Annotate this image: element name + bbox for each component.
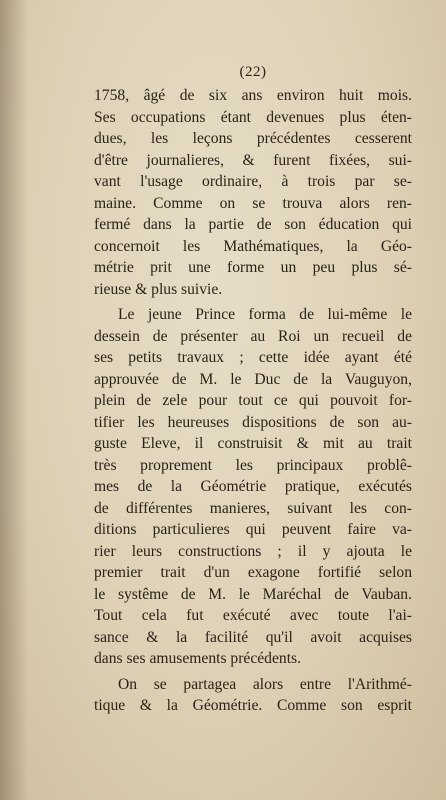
text-line: tifier les heureuses dispositions de son au- [94, 413, 412, 431]
text-line: ses petits travaux ; cette idée ayant été [94, 349, 412, 366]
text-line: mes de la Géométrie pratique, exécutés [94, 478, 412, 495]
paragraph-3 [94, 674, 412, 717]
text-line: approuvée de M. le Duc de la Vauguyon, [94, 370, 412, 388]
page-number: (22) [239, 64, 267, 80]
text-line: guste Eleve, il construisit & mit au trait [94, 435, 412, 452]
text-line: Ses occupations étant devenues plus éten- [94, 108, 412, 126]
text-line: rieuse & plus suivie. [94, 280, 223, 298]
text-line: dues, les leçons précédentes cesserent [94, 130, 412, 147]
text-line: très proprement les principaux problê- [94, 456, 412, 474]
text-line: vant l'usage ordinaire, à trois par se- [94, 173, 412, 190]
text-line: premier trait d'un exagone fortifié selon [94, 564, 412, 581]
text-line: maine. Comme on se trouva alors ren- [94, 194, 412, 212]
text-line: dessein de présenter au Roi un recueil de [94, 327, 412, 345]
text-line: dans ses amusements précédents. [94, 650, 301, 667]
text-line: métrie prit une forme un peu plus sé- [94, 259, 412, 276]
text-line: sance & la facilité qu'il avoit acquises [94, 628, 412, 646]
page-text [94, 62, 412, 717]
text-line: le systême de M. le Maréchal de Vauban. [94, 585, 412, 603]
text-line: plein de zele pour tout ce qui pouvoit for- [94, 392, 412, 409]
text-line: 1758, âgé de six ans environ huit mois. [94, 87, 412, 104]
text-line: d'être journalieres, & furent fixées, sui- [94, 151, 412, 169]
text-line: concernoit les Mathématiques, la Géo- [94, 237, 412, 255]
text-line: ditions particulieres qui peuvent faire va- [94, 521, 412, 538]
text-line: rier leurs constructions ; il y ajouta le [94, 542, 412, 560]
text-line: Tout cela fut exécuté avec toute l'ai- [94, 607, 412, 624]
paragraph-1 [94, 85, 412, 300]
text-line: On se partagea alors entre l'Arithmé- [118, 675, 412, 693]
page-gutter-shadow [0, 0, 28, 800]
text-line: fermé dans la partie de son éducation qui [94, 216, 412, 233]
text-line: Le jeune Prince forma de lui-même le [118, 306, 412, 323]
paragraph-2 [94, 304, 412, 670]
text-line: tique & la Géométrie. Comme son esprit [94, 697, 412, 714]
text-line: de différentes manieres, suivant les con- [94, 499, 412, 517]
